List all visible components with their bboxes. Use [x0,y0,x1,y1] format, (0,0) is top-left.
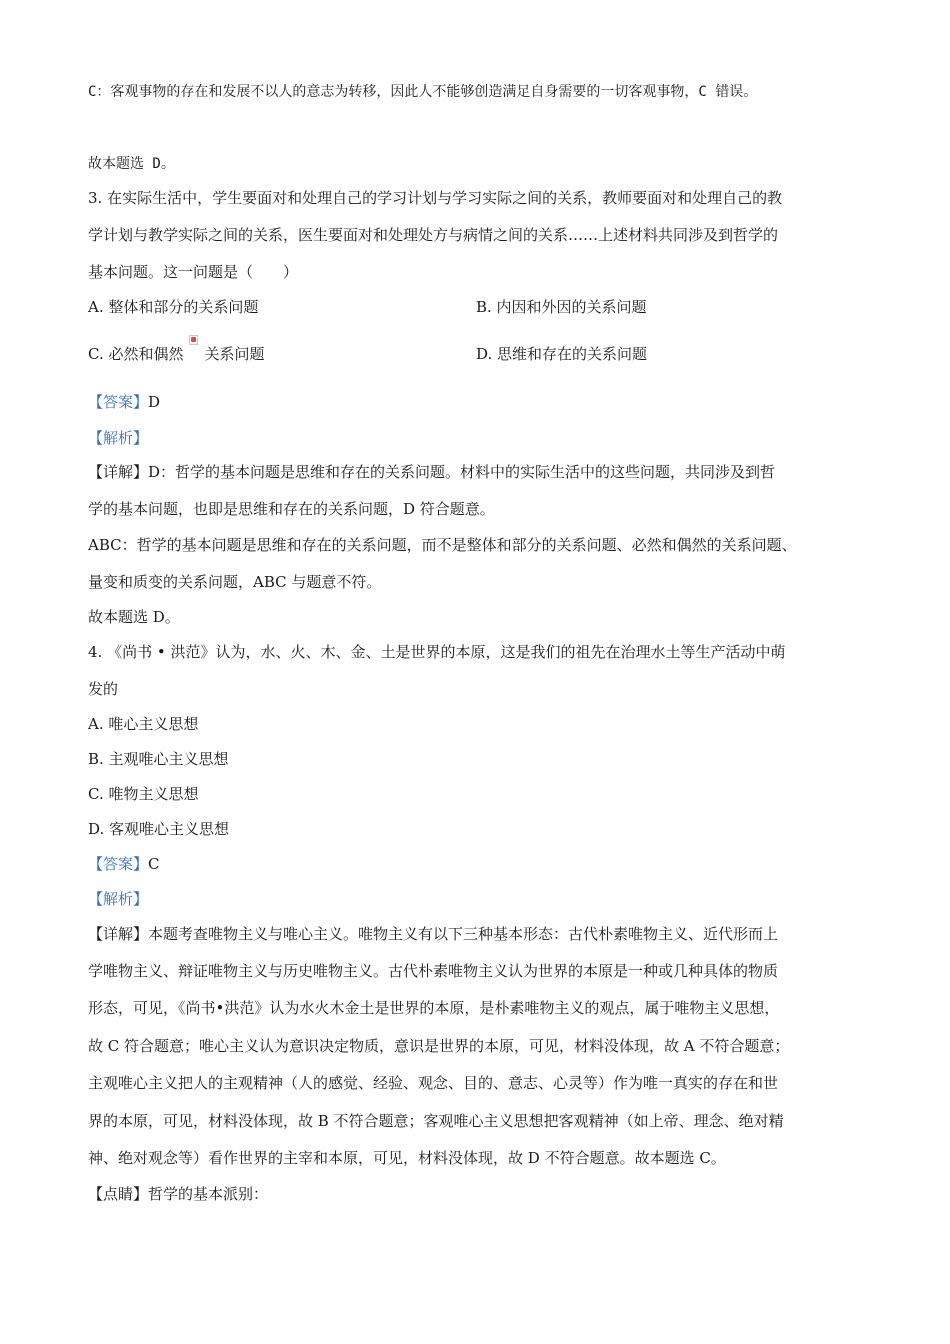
q3-option-c [88,344,265,364]
q4-stem-line-1: 4. 《尚书 • 洪范》认为，水、火、木、金、土是世界的本原，这是我们的祖先在治理水土等生产活动中萌 [88,643,786,661]
q4-answer-tag: 【答案】 [88,855,149,873]
q3-answer [88,392,160,412]
q3-conclusion: 故本题选 D。 [88,608,180,626]
q3-option-b: B. 内因和外因的关系问题 [476,298,647,316]
q4-option-a: A. 唯心主义思想 [88,715,199,733]
q4-stem-line-2: 发的 [88,680,119,698]
q4-analysis [88,889,148,909]
q4-detail-line-7: 神、绝对观念等）看作世界的主宰和本原，可见，材料没体现，故 D 不符合题意。故本题选 C。 [88,1149,726,1167]
q4-detail-line-4: 故 C 符合题意；唯心主义认为意识决定物质，意识是世界的本原，可见，材料没体现，故 A 不符合题意； [88,1037,790,1055]
q3-option-d: D. 思维和存在的关系问题 [476,345,648,363]
q3-answer-value: D [148,393,161,411]
q2-option-c-explanation: C：客观事物的存在和发展不以人的意志为转移，因此人不能够创造满足自身需要的一切客观事物，C 错误。 [88,84,758,100]
q4-detail-line-3: 形态，可见，《尚书•洪范》认为水火木金土是世界的本原，是朴素唯物主义的观点，属于唯物主义思想， [88,999,780,1017]
q4-tip [88,1184,268,1204]
q3-detail-line-3: ABC：哲学的基本问题是思维和存在的关系问题，而不是整体和部分的关系问题、必然和偶然的关系问题、 [88,536,797,554]
q3-answer-tag: 【答案】 [88,393,149,411]
q3-option-c-text-post: 关系问题 [204,345,265,363]
q2-conclusion: 故本题选 D。 [88,156,175,172]
q3-stem-line-1: 3. 在实际生活中，学生要面对和处理自己的学习计划与学习实际之间的关系，教师要面对和处理自己的教 [88,189,783,207]
q4-answer-value: C [148,855,160,873]
q4-detail-tag: 【详解】 [88,925,149,943]
broken-image-icon [189,335,198,345]
q4-option-d: D. 客观唯心主义思想 [88,820,230,838]
q4-answer [88,854,160,874]
q3-analysis-tag: 【解析】 [88,429,149,447]
q3-detail-line-4: 量变和质变的关系问题，ABC 与题意不符。 [88,573,382,591]
q3-option-a: A. 整体和部分的关系问题 [88,298,259,316]
q4-option-b: B. 主观唯心主义思想 [88,750,229,768]
q3-detail-line-1 [88,462,775,482]
q3-detail-line-2: 学的基本问题，也即是思维和存在的关系问题，D 符合题意。 [88,500,495,518]
q3-stem-line-3: 基本问题。这一问题是（ ） [88,263,299,281]
q4-option-c: C. 唯物主义思想 [88,785,199,803]
q3-detail-text-1: D：哲学的基本问题是思维和存在的关系问题。材料中的实际生活中的这些问题，共同涉及到哲 [148,463,776,481]
q4-tip-text: 哲学的基本派别： [148,1185,269,1203]
q4-detail-line-5: 主观唯心主义把人的主观精神（人的感觉、经验、观念、目的、意志、心灵等）作为唯一真实的存在和世 [88,1074,779,1092]
q3-detail-tag: 【详解】 [88,463,149,481]
q3-option-c-text-pre: C. 必然和偶然 [88,345,184,363]
q3-analysis [88,428,148,448]
q4-detail-line-2: 学唯物主义、辩证唯物主义与历史唯物主义。古代朴素唯物主义认为世界的本原是一种或几种具体的物质 [88,962,779,980]
q3-stem-line-2: 学计划与教学实际之间的关系，医生要面对和处理处方与病情之间的关系……上述材料共同涉及到哲学的 [88,226,779,244]
q4-analysis-tag: 【解析】 [88,890,149,908]
q4-tip-tag: 【点睛】 [88,1185,149,1203]
q4-detail-text-1: 本题考查唯物主义与唯心主义。唯物主义有以下三种基本形态：古代朴素唯物主义、近代形而上 [148,925,779,943]
q4-detail-line-1 [88,924,778,944]
q4-detail-line-6: 界的本原，可见，材料没体现，故 B 不符合题意；客观唯心主义思想把客观精神（如上帝、理念、绝对精 [88,1112,784,1130]
